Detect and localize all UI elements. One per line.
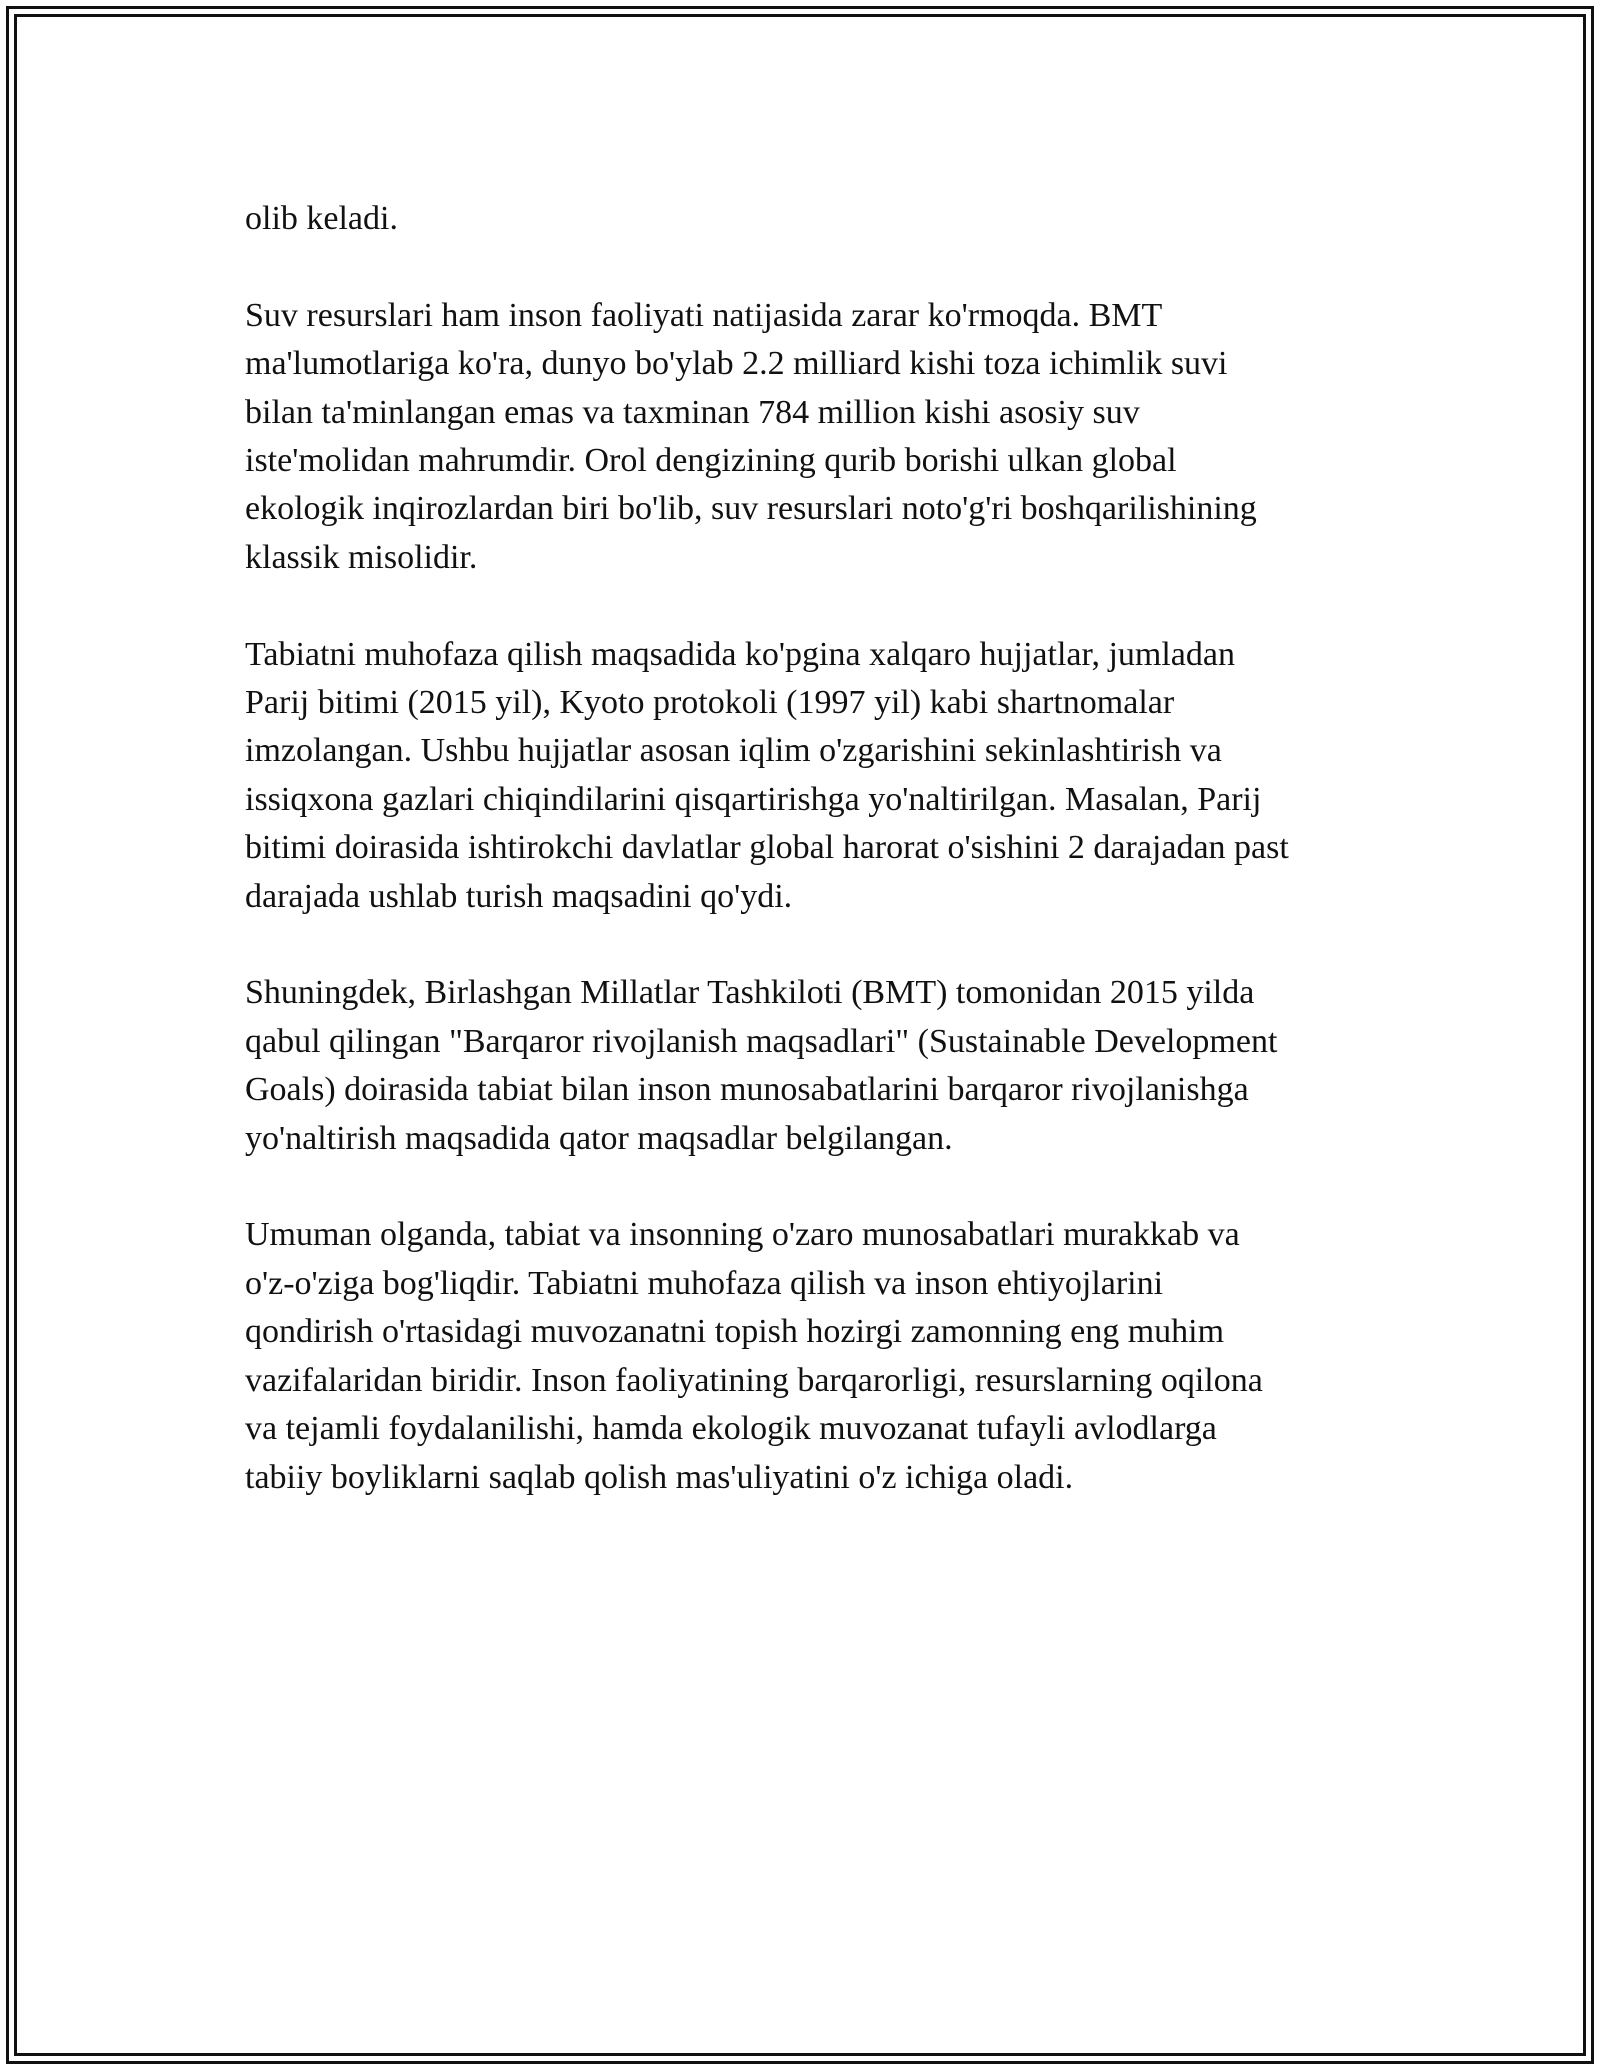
text-line: va tejamli foydalanilishi, hamda ekologik muvozanat tufayli avlodlarga xyxy=(245,1410,1217,1448)
text-line: imzolangan. Ushbu hujjatlar asosan iqlim o'zgarishini sekinlashtirish va xyxy=(245,732,1222,770)
text-line: Shuningdek, Birlashgan Millatlar Tashkiloti (BMT) tomonidan 2015 yilda xyxy=(245,974,1255,1012)
text-line: olib keladi. xyxy=(245,200,398,237)
paragraph-2 xyxy=(245,292,1425,582)
text-line: Tabiatni muhofaza qilish maqsadida ko'pgina xalqaro hujjatlar, jumladan xyxy=(245,635,1235,673)
text-line: darajada ushlab turish maqsadini qo'ydi. xyxy=(245,877,793,915)
paragraph-3 xyxy=(245,631,1425,921)
paragraph-4 xyxy=(245,969,1425,1163)
text-line: ma'lumotlariga ko'ra, dunyo bo'ylab 2.2 milliard kishi toza ichimlik suvi xyxy=(245,345,1228,383)
text-line: Umuman olganda, tabiat va insonning o'zaro munosabatlari murakkab va xyxy=(245,1216,1240,1254)
paragraph-1 xyxy=(245,195,1425,243)
text-line: qondirish o'rtasidagi muvozanatni topish hozirgi zamonning eng muhim xyxy=(245,1313,1225,1351)
text-line: issiqxona gazlari chiqindilarini qisqartirishga yo'naltirilgan. Masalan, Parij xyxy=(245,780,1262,818)
text-line: Parij bitimi (2015 yil), Kyoto protokoli (1997 yil) kabi shartnomalar xyxy=(245,684,1175,722)
document-body xyxy=(245,195,1425,1550)
text-line: klassik misolidir. xyxy=(245,538,478,576)
text-line: o'z-o'ziga bog'liqdir. Tabiatni muhofaza qilish va inson ehtiyojlarini xyxy=(245,1264,1164,1302)
text-line: Suv resurslari ham inson faoliyati natijasida zarar ko'rmoqda. BMT xyxy=(245,296,1163,334)
text-line: vazifalaridan biridir. Inson faoliyatining barqarorligi, resurslarning oqilona xyxy=(245,1361,1263,1399)
text-line: iste'molidan mahrumdir. Orol dengizining qurib borishi ulkan global xyxy=(245,442,1177,480)
text-line: tabiiy boyliklarni saqlab qolish mas'uliyatini o'z ichiga oladi. xyxy=(245,1458,1074,1496)
text-line: qabul qilingan "Barqaror rivojlanish maqsadlari" (Sustainable Development xyxy=(245,1022,1278,1060)
paragraph-5 xyxy=(245,1211,1425,1501)
text-line: bilan ta'minlangan emas va taxminan 784 million kishi asosiy suv xyxy=(245,393,1140,431)
text-line: ekologik inqirozlardan biri bo'lib, suv resurslari noto'g'ri boshqarilishining xyxy=(245,490,1257,528)
text-line: yo'naltirish maqsadida qator maqsadlar belgilangan. xyxy=(245,1119,953,1157)
text-line: Goals) doirasida tabiat bilan inson munosabatlarini barqaror rivojlanishga xyxy=(245,1071,1249,1109)
page-frame xyxy=(6,6,1594,2064)
text-line: bitimi doirasida ishtirokchi davlatlar global harorat o'sishini 2 darajadan past xyxy=(245,829,1289,867)
